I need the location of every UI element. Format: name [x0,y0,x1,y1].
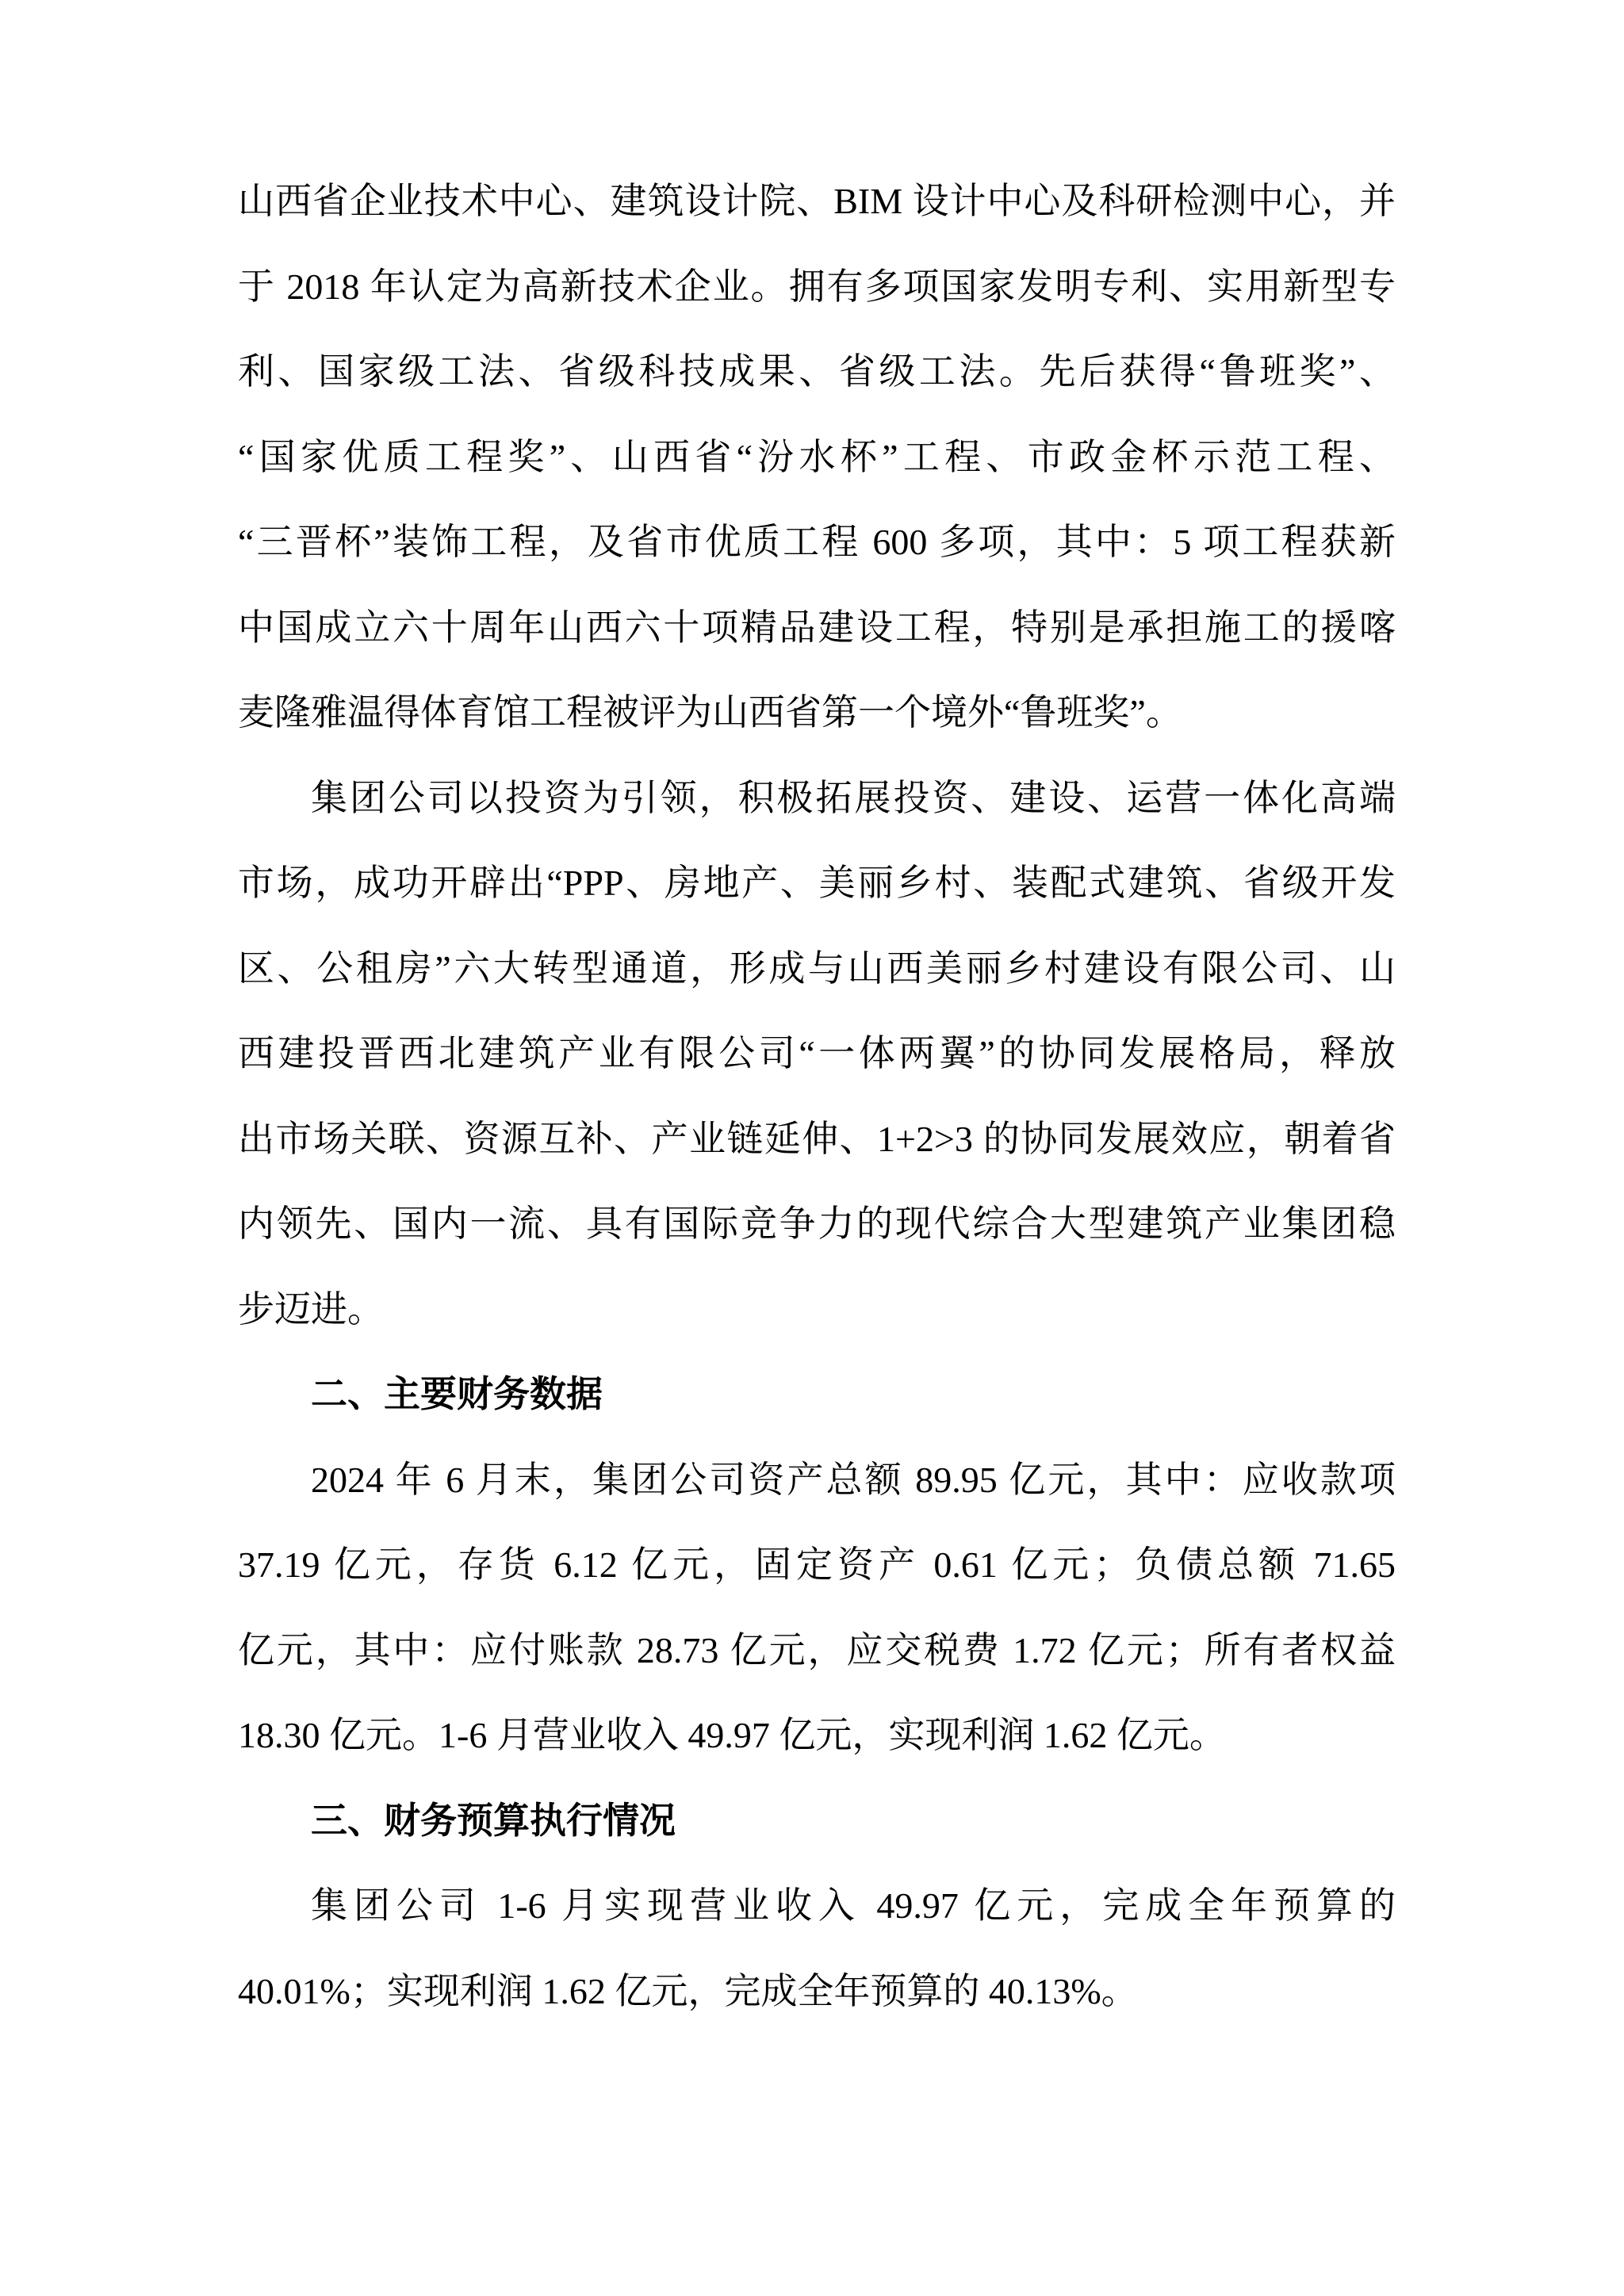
body-text-line: 内领先、国内一流、具有国际竞争力的现代综合大型建筑产业集团稳 [238,1203,1396,1244]
body-text-line: 山西省企业技术中心、建筑设计院、BIM 设计中心及科研检测中心，并 [238,181,1396,221]
body-text-line: 中国成立六十周年山西六十项精品建设工程，特别是承担施工的援喀 [238,607,1396,648]
body-text-line: 步迈进。 [238,1288,384,1330]
body-text-line: 利、国家级工法、省级科技成果、省级工法。先后获得“鲁班奖”、 [238,351,1396,392]
body-text-line: “国家优质工程奖”、山西省“汾水杯”工程、市政金杯示范工程、 [238,436,1396,477]
body-text-line: “三晋杯”装饰工程，及省市优质工程 600 多项，其中：5 项工程获新 [238,522,1396,562]
body-text-line: 市场，成功开辟出“PPP、房地产、美丽乡村、装配式建筑、省级开发 [238,863,1396,903]
body-text-line: 2024 年 6 月末，集团公司资产总额 89.95 亿元，其中：应收款项 [311,1459,1396,1500]
body-text-line: 西建投晋西北建筑产业有限公司“一体两翼”的协同发展格局，释放 [238,1033,1396,1073]
body-text-line: 麦隆雅温得体育馆工程被评为山西省第一个境外“鲁班奖”。 [238,692,1182,733]
body-text-line: 出市场关联、资源互补、产业链延伸、1+2>3 的协同发展效应，朝着省 [238,1118,1396,1159]
body-text-line: 亿元，其中：应付账款 28.73 亿元，应交税费 1.72 亿元；所有者权益 [238,1629,1396,1670]
body-text-line: 37.19 亿元，存货 6.12 亿元，固定资产 0.61 亿元；负债总额 71.65 [238,1544,1396,1585]
section-heading: 二、主要财务数据 [311,1374,603,1414]
section-heading: 三、财务预算执行情况 [311,1800,676,1841]
body-text-line: 区、公租房”六大转型通道，形成与山西美丽乡村建设有限公司、山 [238,947,1396,989]
body-text-line: 40.01%；实现利润 1.62 亿元，完成全年预算的 40.13%。 [238,1970,1138,2011]
document-content [238,159,1396,2034]
body-text-line: 于 2018 年认定为高新技术企业。拥有多项国家发明专利、实用新型专 [238,266,1396,307]
body-text-line: 18.30 亿元。1-6 月营业收入 49.97 亿元，实现利润 1.62 亿元。 [238,1715,1226,1755]
body-text-line: 集团公司以投资为引领，积极拓展投资、建设、运营一体化高端 [311,777,1396,818]
body-text-line: 集团公司 1-6 月实现营业收入 49.97 亿元，完成全年预算的 [311,1885,1396,1926]
